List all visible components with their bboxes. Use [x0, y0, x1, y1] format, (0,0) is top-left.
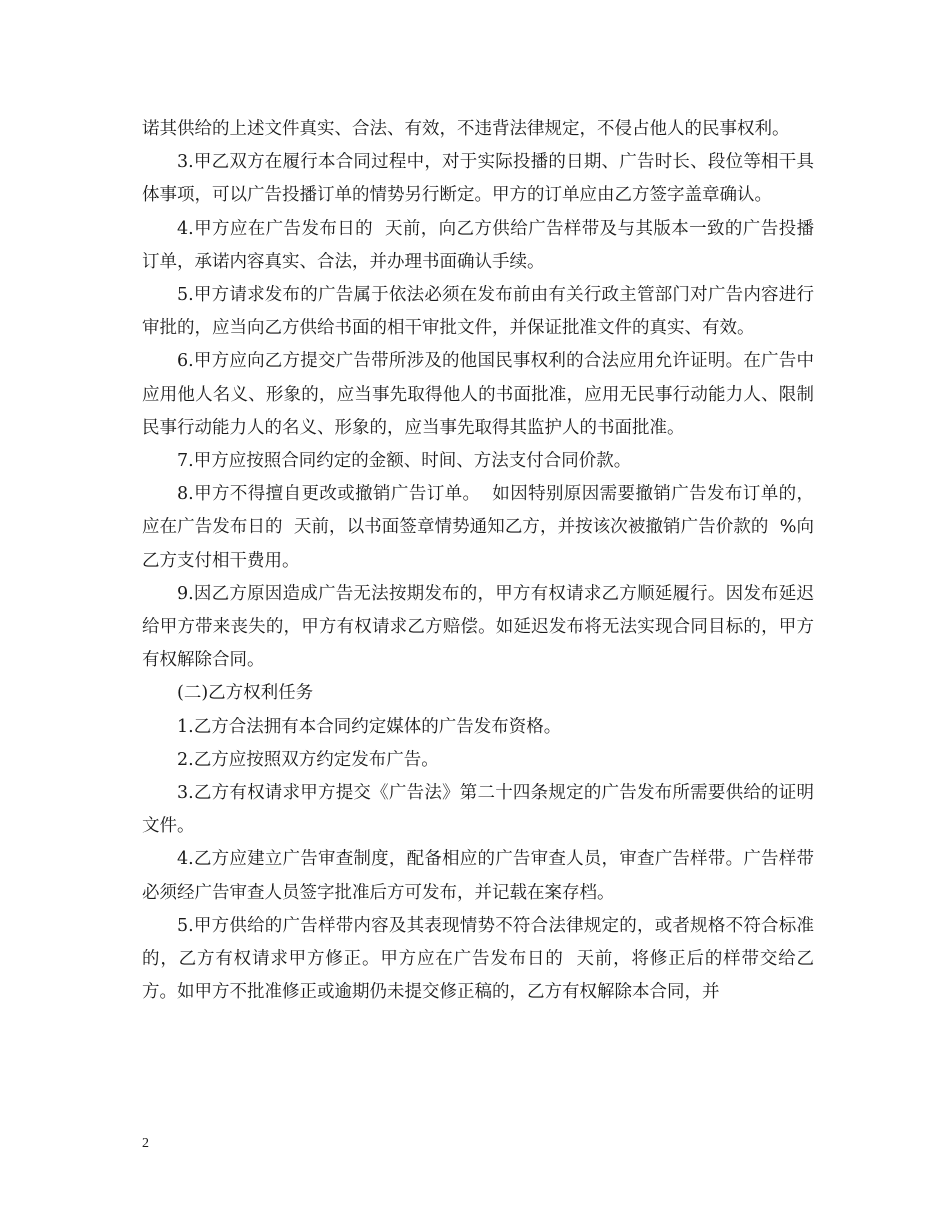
paragraph-clause-4: 4.甲方应在广告发布日的 天前，向乙方供给广告样带及与其版本一致的广告投播订单，承诺内容真实、合法，并办理书面确认手续。 [142, 218, 814, 272]
paragraph-b-clause-2: 2.乙方应按照双方约定发布广告。 [177, 749, 439, 770]
document-body [142, 113, 814, 1009]
paragraph-clause-3: 3.甲乙双方在履行本合同过程中，对于实际投播的日期、广告时长、段位等相干具体事项，可以广告投播订单的情势另行断定。甲方的订单应由乙方签字盖章确认。 [142, 152, 814, 206]
paragraph-b-clause-5: 5.甲方供给的广告样带内容及其表现情势不符合法律规定的，或者规格不符合标准的，乙方有权请求甲方修正。甲方应在广告发布日的 天前，将修正后的样带交给乙方。如甲方不批准修正或逾期仍未提交修正稿的，乙方有权解除本合同，并 [142, 915, 814, 1003]
paragraph-clause-6: 6.甲方应向乙方提交广告带所涉及的他国民事权利的合法应用允许证明。在广告中应用他人名义、形象的，应当事先取得他人的书面批准，应用无民事行动能力人、限制民事行动能力人的名义、形象的，应当事先取得其监护人的书面批准。 [142, 351, 814, 438]
paragraph-b-clause-4: 4.乙方应建立广告审查制度，配备相应的广告审查人员，审查广告样带。广告样带必须经广告审查人员签字批准后方可发布，并记载在案存档。 [142, 849, 814, 903]
paragraph-continued: 诺其供给的上述文件真实、合法、有效，不违背法律规定，不侵占他人的民事权利。 [142, 119, 790, 139]
paragraph-b-clause-3: 3.乙方有权请求甲方提交《广告法》第二十四条规定的广告发布所需要供给的证明文件。 [142, 783, 814, 837]
paragraph-clause-5: 5.甲方请求发布的广告属于依法必须在发布前由有关行政主管部门对广告内容进行审批的，应当向乙方供给书面的相干审批文件，并保证批准文件的真实、有效。 [142, 285, 814, 339]
paragraph-clause-8: 8.甲方不得擅自更改或撤销广告订单。 如因特别原因需要撤销广告发布订单的，应在广告发布日的 天前，以书面签章情势通知乙方，并按该次被撤销广告价款的 %向乙方支付相干费用。 [142, 484, 814, 571]
paragraph-clause-7: 7.甲方应按照合同约定的金额、时间、方法支付合同价款。 [177, 451, 632, 472]
paragraph-b-clause-1: 1.乙方合法拥有本合同约定媒体的广告发布资格。 [177, 716, 562, 737]
page-number: 2 [142, 1136, 149, 1151]
paragraph-clause-9: 9.因乙方原因造成广告无法按期发布的，甲方有权请求乙方顺延履行。因发布延迟给甲方带来丧失的，甲方有权请求乙方赔偿。如延迟发布将无法实现合同目标的，甲方有权解除合同。 [142, 583, 814, 671]
section-heading-party-b: (二)乙方权利任务 [177, 683, 314, 704]
